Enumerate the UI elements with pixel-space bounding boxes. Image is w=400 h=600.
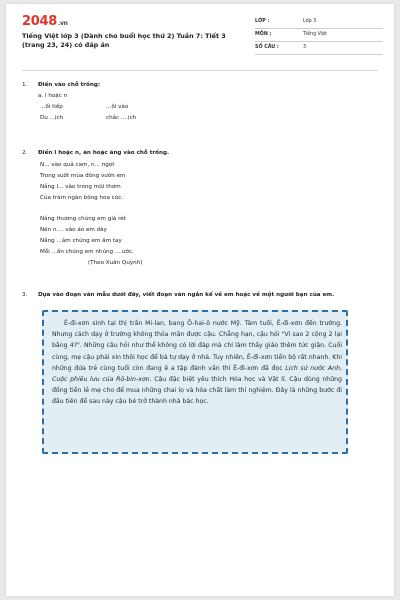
meta-row-subject — [255, 29, 383, 42]
q1-item: Du ...ịch — [40, 115, 64, 121]
q2-author: (Theo Xuân Quỳnh) — [88, 260, 143, 266]
q2-heading: Điền l hoặc n, ăn hoặc ăng vào chỗ trống. — [38, 150, 170, 156]
document-title: Tiếng Việt lớp 3 (Dành cho buổi học thứ 2) Tuần 7: Tiết 3 (trang 23, 24) có đáp án — [22, 32, 226, 49]
q2-line: Nắng l... vào trong mũi thơm — [40, 184, 121, 190]
q1-sub: a. l hoặc n — [38, 93, 68, 99]
meta-value: Tiếng Việt — [303, 32, 328, 37]
sample-passage-text — [52, 318, 342, 408]
q2-line: Của trăm ngàn bông hoa cúc. — [40, 195, 124, 201]
meta-row-count — [255, 42, 383, 55]
meta-table — [255, 16, 383, 55]
logo-suffix: .vn — [57, 20, 68, 27]
q1-item: chắc ....ịch — [106, 115, 137, 121]
meta-row-grade — [255, 16, 383, 29]
q2-line: N... vào quả cam, n... ngọt — [40, 162, 115, 168]
q1-item: ...ối tiếp — [40, 104, 63, 110]
passage-text: , — [340, 364, 342, 372]
q1-heading: Điền vào chỗ trống: — [38, 82, 101, 88]
passage-book-title: Cuộc phiêu lưu của Rô-bin-xơn — [52, 376, 150, 384]
passage-book-title: Lịch sử nước Anh — [285, 364, 341, 372]
q2-line: Nắng thương chúng em giá rét — [40, 216, 126, 222]
meta-key: SỐ CÂU : — [255, 45, 279, 50]
header-divider — [22, 70, 378, 71]
q2-number: 2. — [22, 150, 28, 156]
q2-line: Nắng ...ảm chúng em ấm tay — [40, 238, 122, 244]
meta-key: MÔN : — [255, 32, 272, 37]
sample-passage-box — [42, 310, 348, 454]
passage-text: Ê-đi-xơn sinh tại thị trấn Mi-lan, bang Ô-hai-ô nước Mỹ. Tám tuổi, Ê-đi-xơn đến trường. Nhưng cách dạy ở trường không thỏa mãn được cậu. Chẳng hạn, cậu hỏi "Vì sao 2 cộng 2 lại bằng 4?". Những câu hỏi như thế không có lời đáp mà chỉ làm thầy giáo thêm tức giận. Cuối cùng, mẹ cậu phải xin thôi học để bà tự dạy ở nhà. Tuy nhiên, Ê-đi-xơn tiến bộ rất nhanh. Khi những đứa trẻ cùng tuổi còn đang ê a tập đánh vần thì Ê-đi-xơn đã đọc — [52, 320, 342, 372]
meta-value: Lớp 3 — [303, 19, 317, 24]
q2-line: Nên n.... vào áo em dày — [40, 227, 107, 233]
site-logo[interactable] — [22, 14, 68, 29]
document-header — [22, 14, 382, 66]
q1-number: 1. — [22, 82, 28, 88]
document-page — [6, 4, 394, 596]
q2-line: Mỗi ...ần chúng em nhúng ....ước. — [40, 249, 134, 255]
q2-line: Trong suốt mùa đông vườn em — [40, 173, 126, 179]
meta-key: LỚP : — [255, 19, 270, 24]
q1-item: ...ối vào — [106, 104, 129, 110]
meta-value: 3 — [303, 45, 307, 50]
logo-text: 2048 — [22, 14, 57, 29]
q3-heading: Dựa vào đoạn văn mẫu dưới đây, viết đoạn văn ngắn kể về em hoặc về một người bạn của em. — [38, 292, 335, 298]
passage-text: . Cậu đặc biệt yêu thích Hóa học và Vật lí. Cậu dùng những đồng tiền lẻ mẹ cho để mua những chai lọ và hóa chất làm thí nghiệm. Đây là những bước đi đầu tiên để sau này cậu bé trở thành nhà bác học. — [52, 376, 342, 406]
q3-number: 3. — [22, 292, 28, 298]
